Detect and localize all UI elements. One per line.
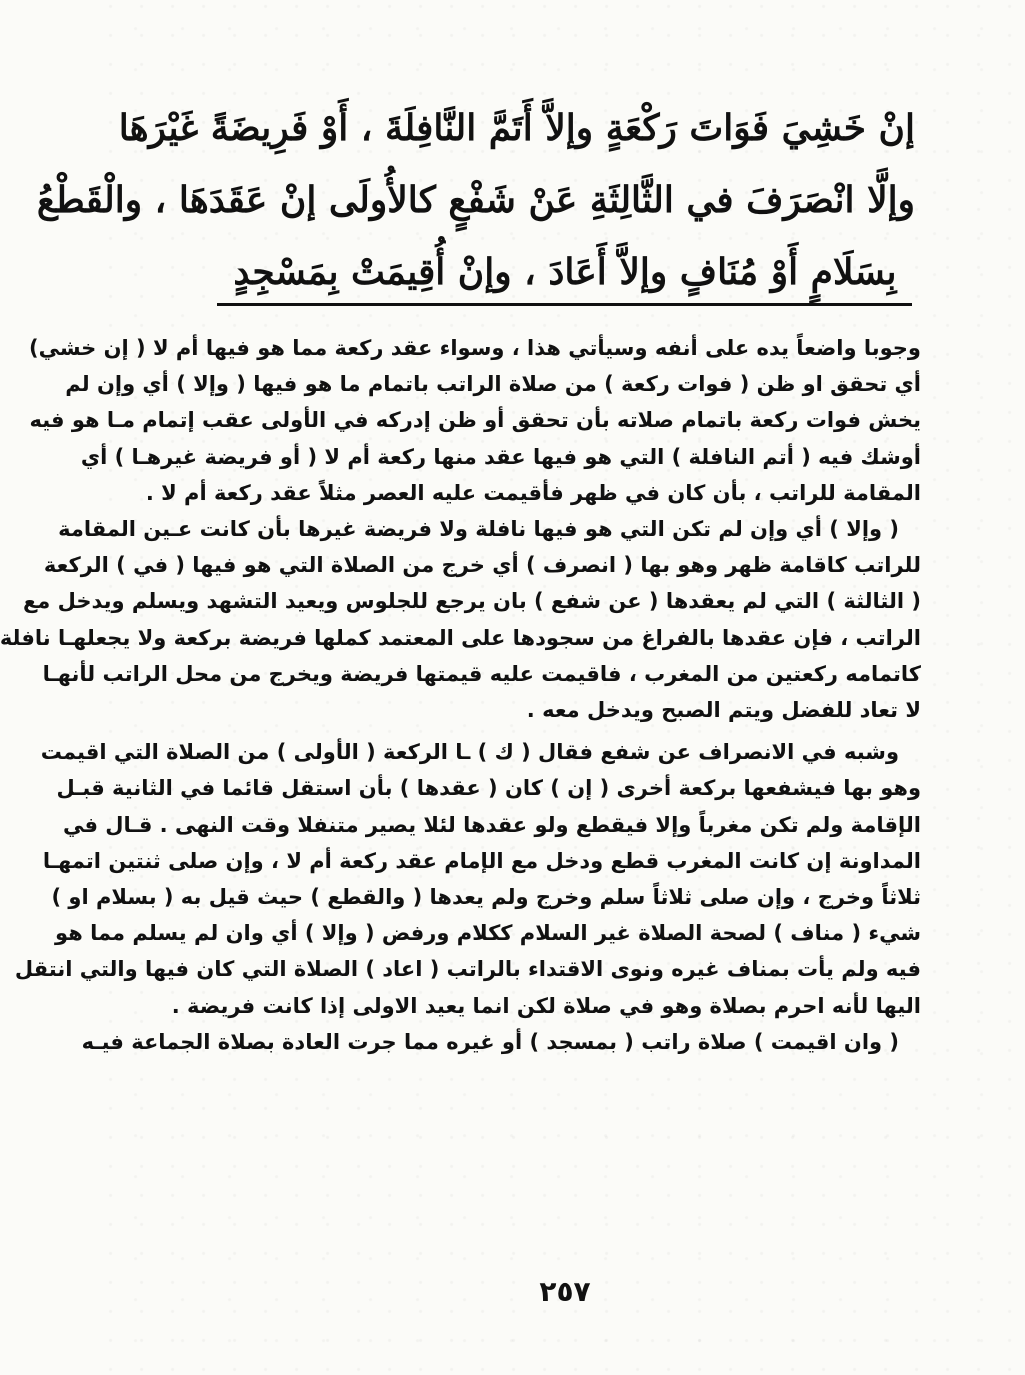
commentary-line: المداونة إن كانت المغرب قطع ودخل مع الإمام عقد ركعة أم لا ، وإن صلى ثنتين اتمهـا bbox=[42, 848, 921, 873]
commentary-line: اليها لأنه احرم بصلاة وهو في صلاة لكن انما يعيد الاولى إذا كانت فريضة . bbox=[171, 993, 921, 1018]
commentary-line: أوشك فيه ( أتم النافلة ) التي هو فيها عقد منها ركعة أم لا ( أو فريضة غيرهـا ) أي bbox=[80, 444, 921, 469]
commentary-line: شيء ( مناف ) لصحة الصلاة غير السلام ككلام ورفض ( وإلا ) أي وان لم يسلم مما هو bbox=[55, 921, 921, 946]
commentary-line: لا تعاد للفضل ويتم الصبح ويدخل معه . bbox=[526, 698, 921, 723]
commentary-line: فيه ولم يأت بمناف غيره ونوى الاقتداء بالراتب ( اعاد ) الصلاة التي كان فيها والتي انتقل bbox=[14, 957, 921, 982]
commentary-line: للراتب كاقامة ظهر وهو بها ( انصرف ) أي خرج من الصلاة التي هو فيها ( في ) الركعة bbox=[43, 553, 921, 578]
commentary-line: كاتمامه ركعتين من المغرب ، فاقيمت عليه قيمتها فريضة ويخرج من محل الراتب لأنهـا bbox=[42, 661, 921, 686]
commentary-line: ( وان اقيمت ) صلاة راتب ( بمسجد ) أو غيره مما جرت العادة بصلاة الجماعة فيـه bbox=[81, 1029, 899, 1054]
commentary-line: وهو بها فيشفعها بركعة أخرى ( إن ) كان ( عقدها ) بأن استقل قائما في الثانية قبـل bbox=[56, 776, 921, 801]
commentary-line: المقامة للراتب ، بأن كان في ظهر فأقيمت عليه العصر مثلاً عقد ركعة أم لا . bbox=[145, 480, 921, 505]
matn-verse bbox=[36, 92, 915, 308]
verse-line: إنْ خَشِيَ فَوَاتَ رَكْعَةٍ وإلاَّ أَتَمَّ النَّافِلَةَ ، أَوْ فَرِيضَةً غَيْرَهَا bbox=[118, 107, 915, 149]
commentary-line: الراتب ، فإن عقدها بالفراغ من سجودها على المعتمد كملها فريضة بركعة ولا يجعلهـا نافلة bbox=[0, 625, 921, 650]
commentary-line: وجوبا واضعاً يده على أنفه وسيأتي هذا ، وسواء عقد ركعة مما هو فيها أم لا ( إن خشي) bbox=[28, 336, 921, 360]
page-number: ٢٥٧ bbox=[539, 1275, 591, 1308]
verse-line: بِسَلَامٍ أَوْ مُنَافٍ وإلاَّ أَعَادَ ، وإنْ أُقِيمَتْ بِمَسْجِدٍ bbox=[233, 251, 897, 293]
commentary-line: وشبه في الانصراف عن شفع فقال ( ك ) ـا الركعة ( الأولى ) من الصلاة التي اقيمت bbox=[40, 740, 899, 765]
commentary-line: يخش فوات ركعة باتمام صلاته بأن تحقق أو ظن إدركه في الأولى عقب إتمام مـا هو فيه bbox=[29, 408, 921, 433]
commentary-line: ثلاثاً وخرج ، وإن صلى ثلاثاً سلم وخرج ولم يعدها ( والقطع ) حيث قيل به ( بسلام او ) bbox=[51, 885, 921, 910]
commentary-line: أي تحقق او ظن ( فوات ركعة ) من صلاة الراتب باتمام ما هو فيها ( وإلا ) أي وإن لم bbox=[65, 372, 921, 397]
commentary-line: ( وإلا ) أي وإن لم تكن التي هو فيها نافلة ولا فريضة غيرها بأن كانت عـين المقامة bbox=[58, 517, 899, 542]
commentary-line: ( الثالثة ) التي لم يعقدها ( عن شفع ) بان يرجع للجلوس ويعيد التشهد ويسلم ويدخل مع bbox=[22, 589, 921, 614]
separator-rule bbox=[217, 303, 912, 306]
commentary-line: الإقامة ولم تكن مغرباً وإلا فيقطع ولو عقدها لئلا يصير متنفلا وقت النهى . قـال في bbox=[63, 812, 921, 837]
verse-line: وإلَّا انْصَرَفَ في الثَّالِثَةِ عَنْ شَفْعٍ كالأُولَى إنْ عَقَدَهَا ، والْقَطْعُ bbox=[36, 179, 915, 221]
commentary-text bbox=[0, 330, 921, 1060]
